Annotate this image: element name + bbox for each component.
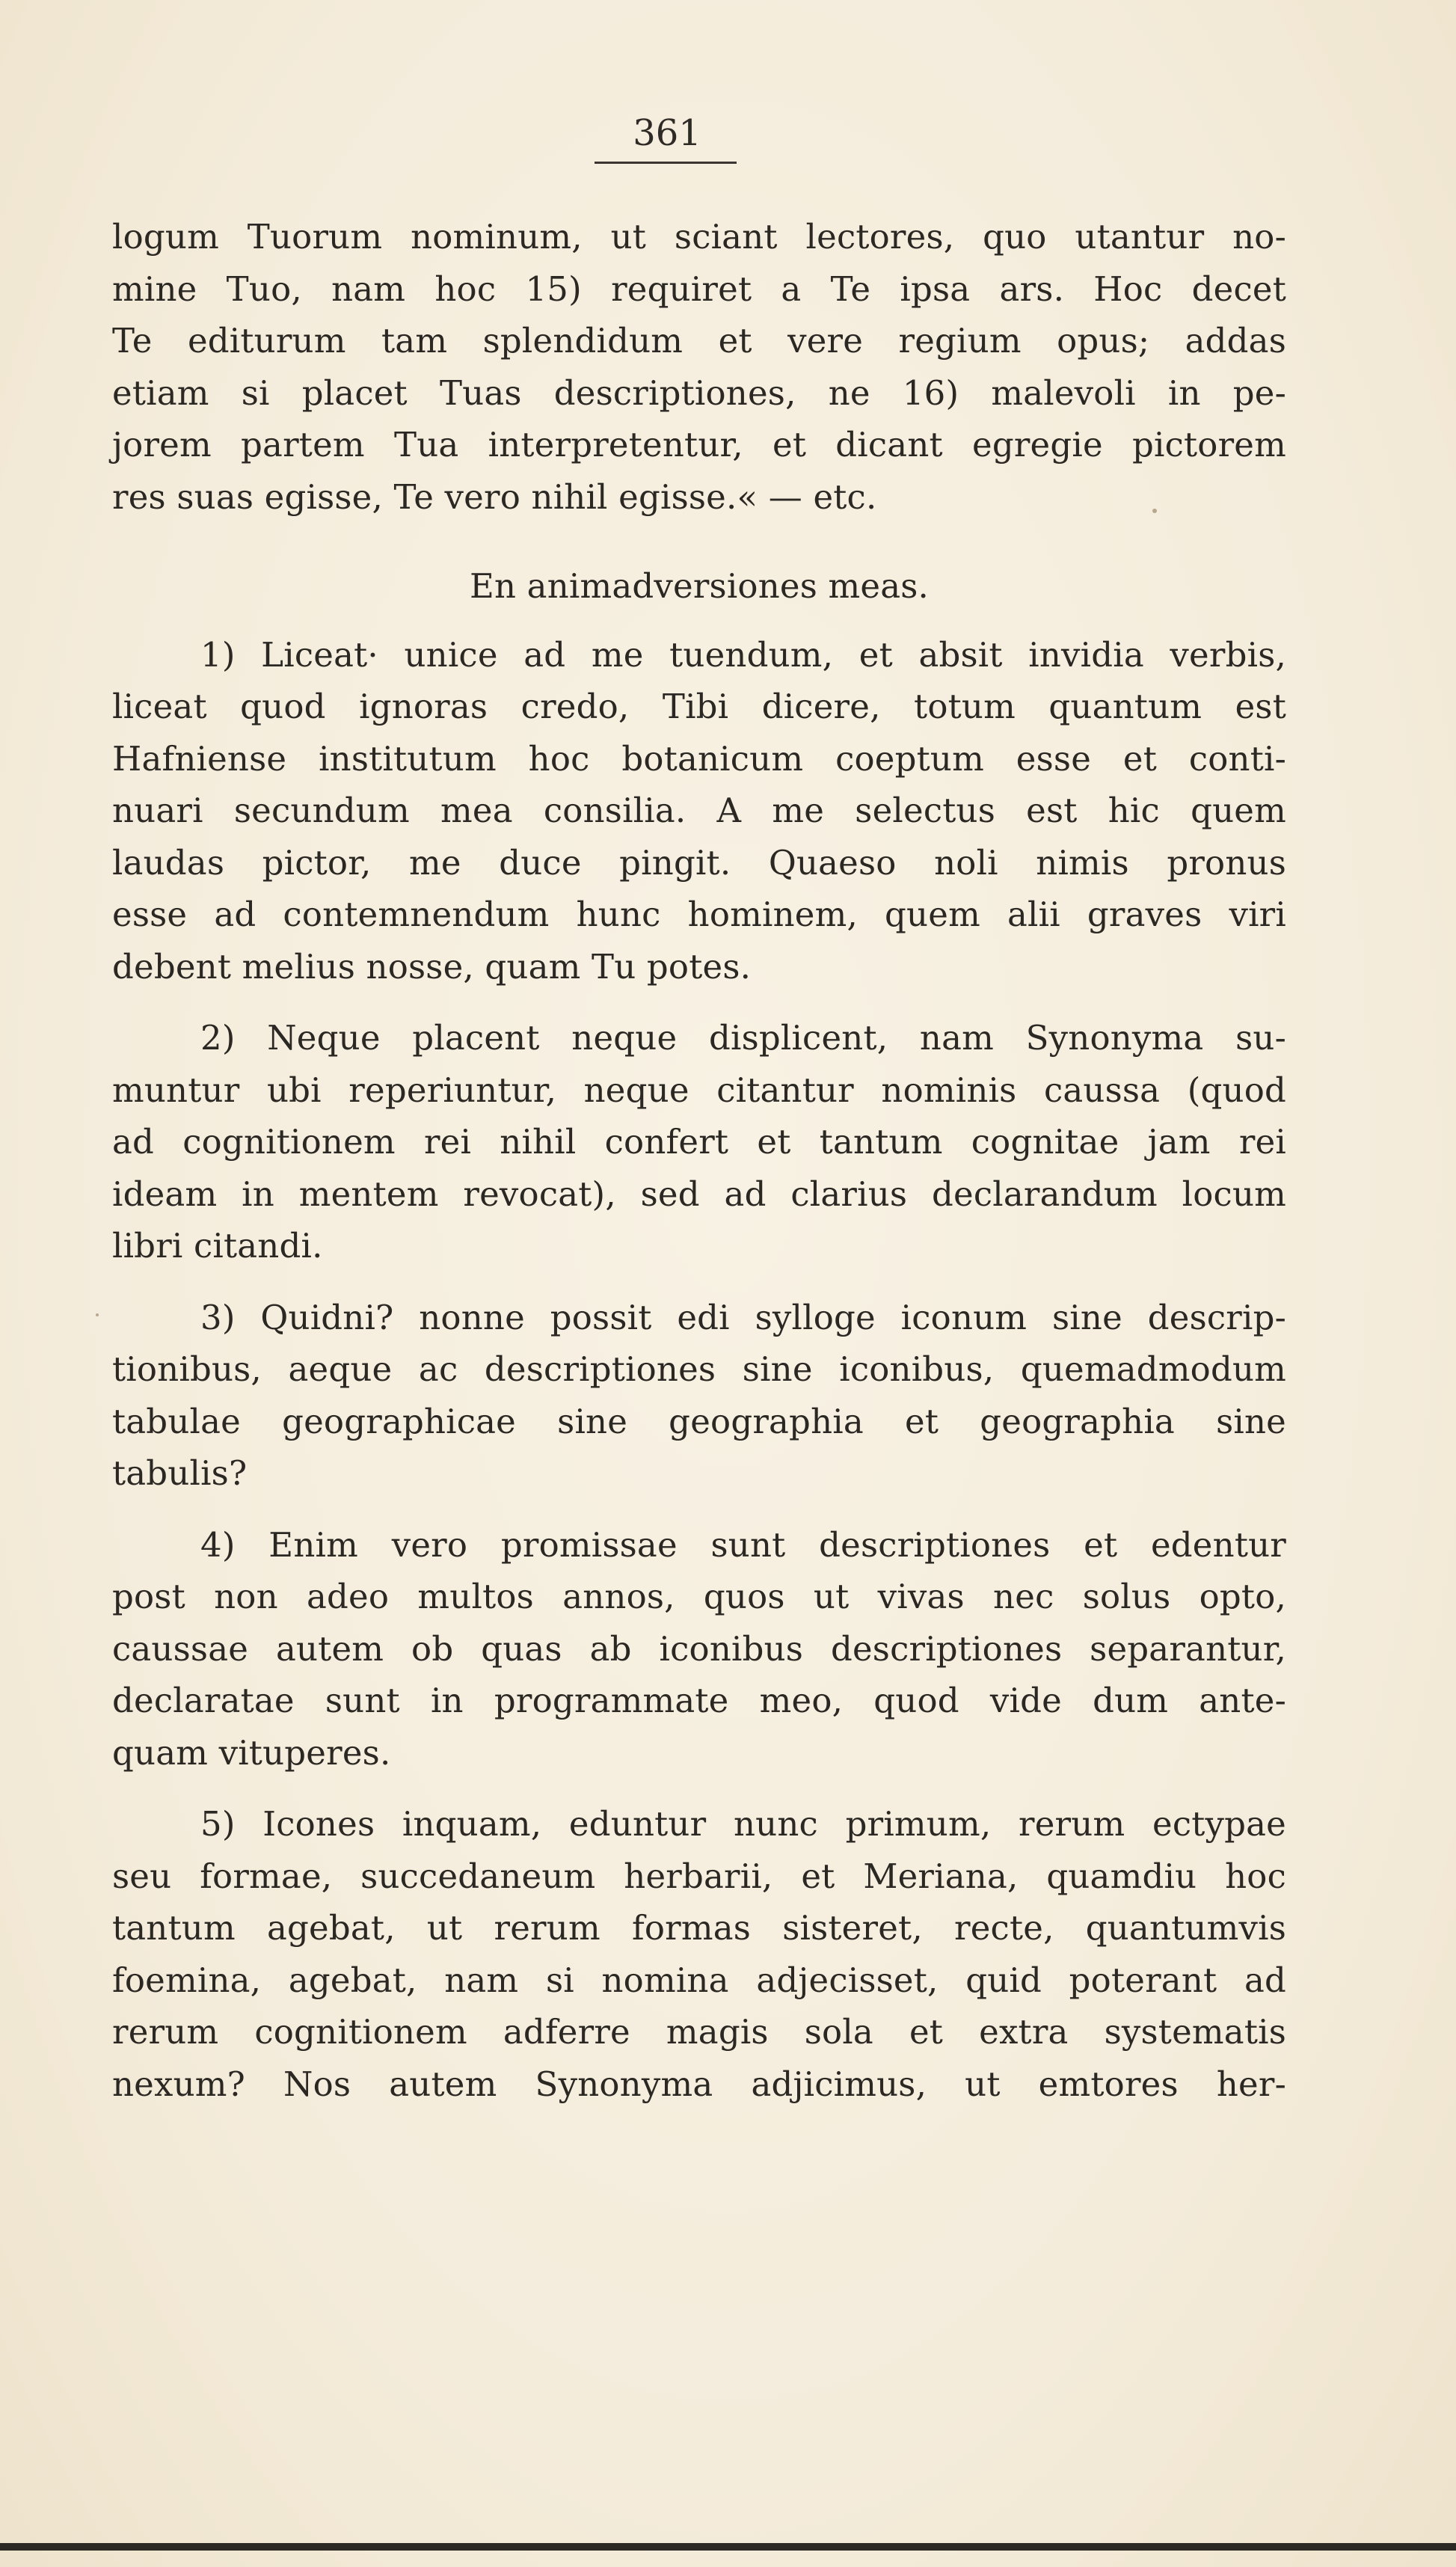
note-1 — [112, 629, 1286, 993]
text-line: tantum agebat, ut rerum formas sisteret, recte, quantumvis — [112, 1908, 1286, 1948]
note-5 — [112, 1798, 1286, 2110]
text-line: Hafniense institutum hoc botanicum coeptum esse et conti- — [112, 738, 1286, 779]
text-line: declaratae sunt in programmate meo, quod vide dum ante- — [112, 1681, 1286, 1720]
body-text — [112, 211, 1286, 2110]
text-line: post non adeo multos annos, quos ut vivas nec solus opto, — [112, 1577, 1286, 1616]
opening-paragraph — [112, 211, 1286, 523]
text-line: liceat quod ignoras credo, Tibi dicere, totum quantum est — [112, 687, 1286, 726]
text-line: laudas pictor, me duce pingit. Quaeso noli nimis pronus — [112, 842, 1286, 883]
text-line: quam vituperes. — [112, 1732, 391, 1773]
text-line: muntur ubi reperiuntur, neque citantur nominis caussa (quod — [112, 1070, 1286, 1110]
page-number-rule — [595, 162, 737, 164]
text-line: caussae autem ob quas ab iconibus descriptiones separantur, — [112, 1628, 1286, 1669]
text-line: seu formae, succedaneum herbarii, et Meriana, quamdiu hoc — [112, 1856, 1286, 1896]
text-line: jorem partem Tua interpretentur, et dicant egregie pictorem — [112, 425, 1286, 464]
text-line: 4) Enim vero promissae sunt descriptiones et edentur — [200, 1524, 1286, 1565]
text-line: ideam in mentem revocat), sed ad clarius declarandum locum — [112, 1174, 1286, 1214]
text-line: rerum cognitionem adferre magis sola et extra systematis — [112, 2012, 1286, 2052]
text-line: foemina, agebat, nam si nomina adjecisset, quid poterant ad — [112, 1960, 1286, 2000]
text-line: nuari secundum mea consilia. A me selectus est hic quem — [112, 791, 1286, 830]
text-line: tabulae geographicae sine geographia et geographia sine — [112, 1401, 1286, 1441]
text-line: Te editurum tam splendidum et vere regium opus; addas — [112, 321, 1286, 361]
section-heading: En animadversiones meas. — [469, 566, 930, 606]
note-3 — [112, 1292, 1286, 1500]
note-2 — [112, 1012, 1286, 1272]
scan-bottom-edge — [0, 2543, 1456, 2551]
text-line: tionibus, aeque ac descriptiones sine iconibus, quemadmodum — [112, 1349, 1286, 1389]
text-line: 3) Quidni? nonne possit edi sylloge iconum sine descrip- — [200, 1297, 1286, 1337]
page-number: 361 — [633, 112, 701, 154]
text-line: logum Tuorum nominum, ut sciant lectores, quo utantur no- — [112, 217, 1286, 257]
paper-speck — [1152, 509, 1157, 513]
text-line: 1) Liceat· unice ad me tuendum, et absit invidia verbis, — [200, 634, 1286, 675]
text-line: mine Tuo, nam hoc 15) requiret a Te ipsa ars. Hoc decet — [112, 269, 1286, 309]
text-line: libri citandi. — [112, 1226, 323, 1266]
note-4 — [112, 1519, 1286, 1779]
text-line: ad cognitionem rei nihil confert et tantum cognitae jam rei — [112, 1122, 1286, 1162]
text-line: debent melius nosse, quam Tu potes. — [112, 946, 752, 987]
text-line: 5) Icones inquam, eduntur nunc primum, rerum ectypae — [200, 1804, 1286, 1844]
paper-speck — [96, 1313, 99, 1316]
text-line: tabulis? — [112, 1453, 248, 1493]
text-line: res suas egisse, Te vero nihil egisse.« — etc. — [112, 476, 877, 517]
text-line: 2) Neque placent neque displicent, nam Synonyma su- — [200, 1018, 1286, 1058]
text-line: etiam si placet Tuas descriptiones, ne 16) malevoli in pe- — [112, 372, 1286, 413]
text-line: esse ad contemnendum hunc hominem, quem alii graves viri — [112, 895, 1286, 934]
text-line: nexum? Nos autem Synonyma adjicimus, ut emtores her- — [112, 2064, 1286, 2104]
